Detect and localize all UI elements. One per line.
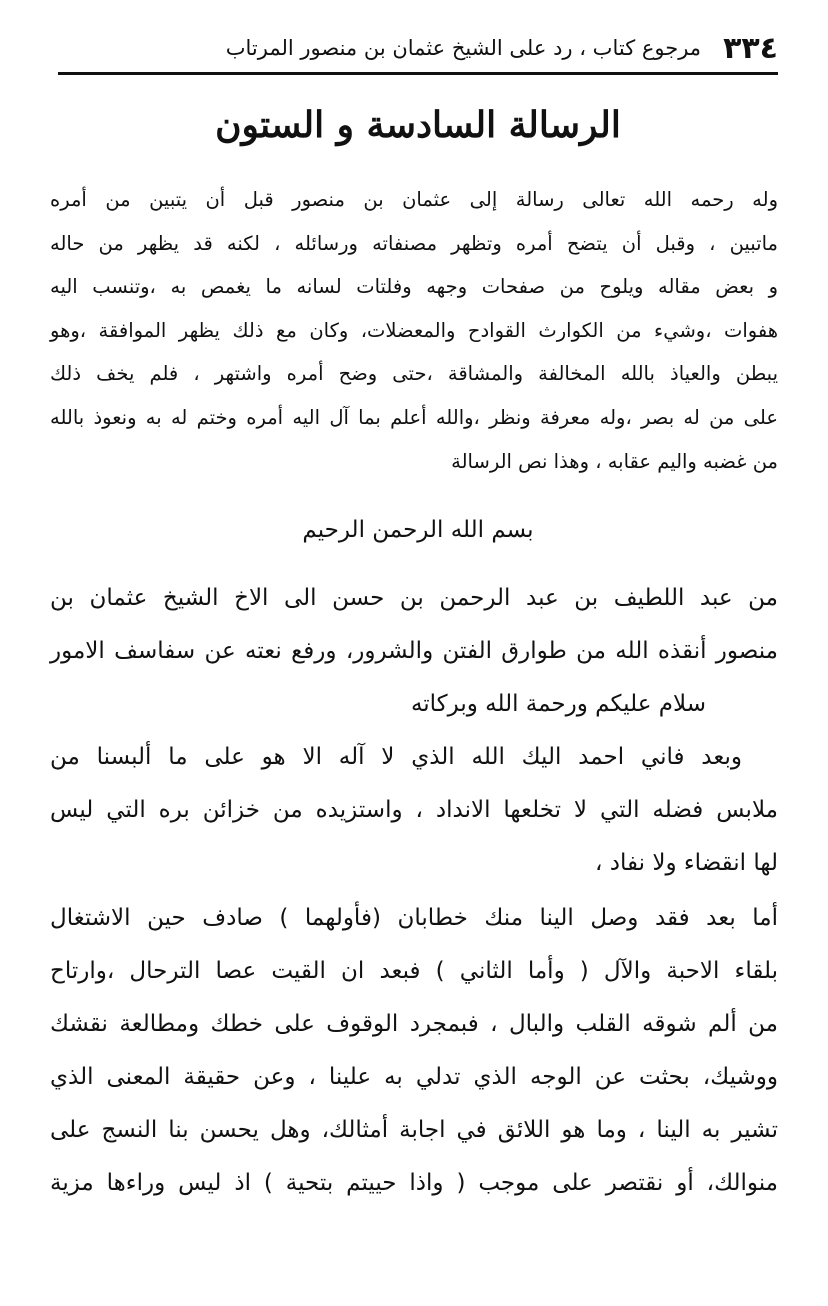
intro-line: على من له بصر ،وله معرفة ونظر ،والله أعلم بما آل اليه أمره وختم له به ونعوذ بالله (50, 405, 778, 429)
letter-line: تشير به الينا ، وما هو اللائق في اجابة أمثالك، وهل يحسن بنا النسج على (50, 1117, 778, 1143)
letter-line: ملابس فضله التي لا تخلعها الانداد ، واستزيده من خزائن بره التي ليس (50, 797, 778, 823)
basmala-heading: بسم الله الرحمن الرحيم (302, 517, 534, 543)
letter-line: أما بعد فقد وصل الينا منك خطابان (فأولهما ) صادف حين الاشتغال (50, 905, 778, 931)
intro-line: وله رحمه الله تعالى رسالة إلى عثمان بن منصور قبل أن يتبين من أمره (50, 188, 778, 211)
intro-line: يبطن والعياذ بالله المخالفة والمشاقة ،حتى وضح أمره واشتهر ، فلم يخف ذلك (50, 362, 778, 386)
intro-line: من غضبه واليم عقابه ، وهذا نص الرسالة (451, 449, 778, 473)
letter-line: من عبد اللطيف بن عبد الرحمن بن حسن الى الاخ الشيخ عثمان بن (50, 585, 778, 611)
running-head: مرجوع كتاب ، رد على الشيخ عثمان بن منصور المرتاب (225, 36, 702, 60)
letter-line: لها انقضاء ولا نفاد ، (595, 850, 778, 876)
letter-line: منصور أنقذه الله من طوارق الفتن والشرور، ورفع نعته عن سفاسف الامور (50, 638, 778, 664)
page-number: ٣٣٤ (723, 30, 778, 66)
letter-line: ووشيك، بحثت عن الوجه الذي تدلي به علينا ، وعن حقيقة المعنى الذي (50, 1064, 778, 1090)
letter-line: وبعد فاني احمد اليك الله الذي لا آله الا هو على ما ألبسنا من (50, 744, 742, 770)
letter-body (50, 572, 778, 1210)
intro-line: ماتبين ، وقبل أن يتضح أمره وتظهر مصنفاته ورسائله ، لكنه قد يظهر من حاله (50, 231, 778, 255)
letter-line: من ألم شوقه القلب والبال ، فبمجرد الوقوف على خطك ومطالعة نقشك (50, 1011, 778, 1037)
intro-line: و بعض مقاله ويلوح من صفحات وجهه وفلتات لسانه ما يغمص به ،وتنسب اليه (50, 275, 778, 299)
header-rule (58, 72, 778, 75)
page-header (58, 26, 778, 70)
intro-line: هفوات ،وشيء من الكوارث القوادح والمعضلات، وكان مع ذلك يظهر الموافقة ،وهو (50, 318, 778, 342)
chapter-title: الرسالة السادسة و الستون (215, 104, 621, 146)
letter-greeting: سلام عليكم ورحمة الله وبركاته (410, 691, 706, 717)
intro-paragraph (50, 178, 778, 483)
letter-line: بلقاء الاحبة والآل ( وأما الثاني ) فبعد ان القيت عصا الترحال ،وارتاح (50, 958, 778, 984)
letter-line: منوالك، أو نقتصر على موجب ( واذا حييتم بتحية ) اذ ليس وراءها مزية (50, 1170, 778, 1196)
